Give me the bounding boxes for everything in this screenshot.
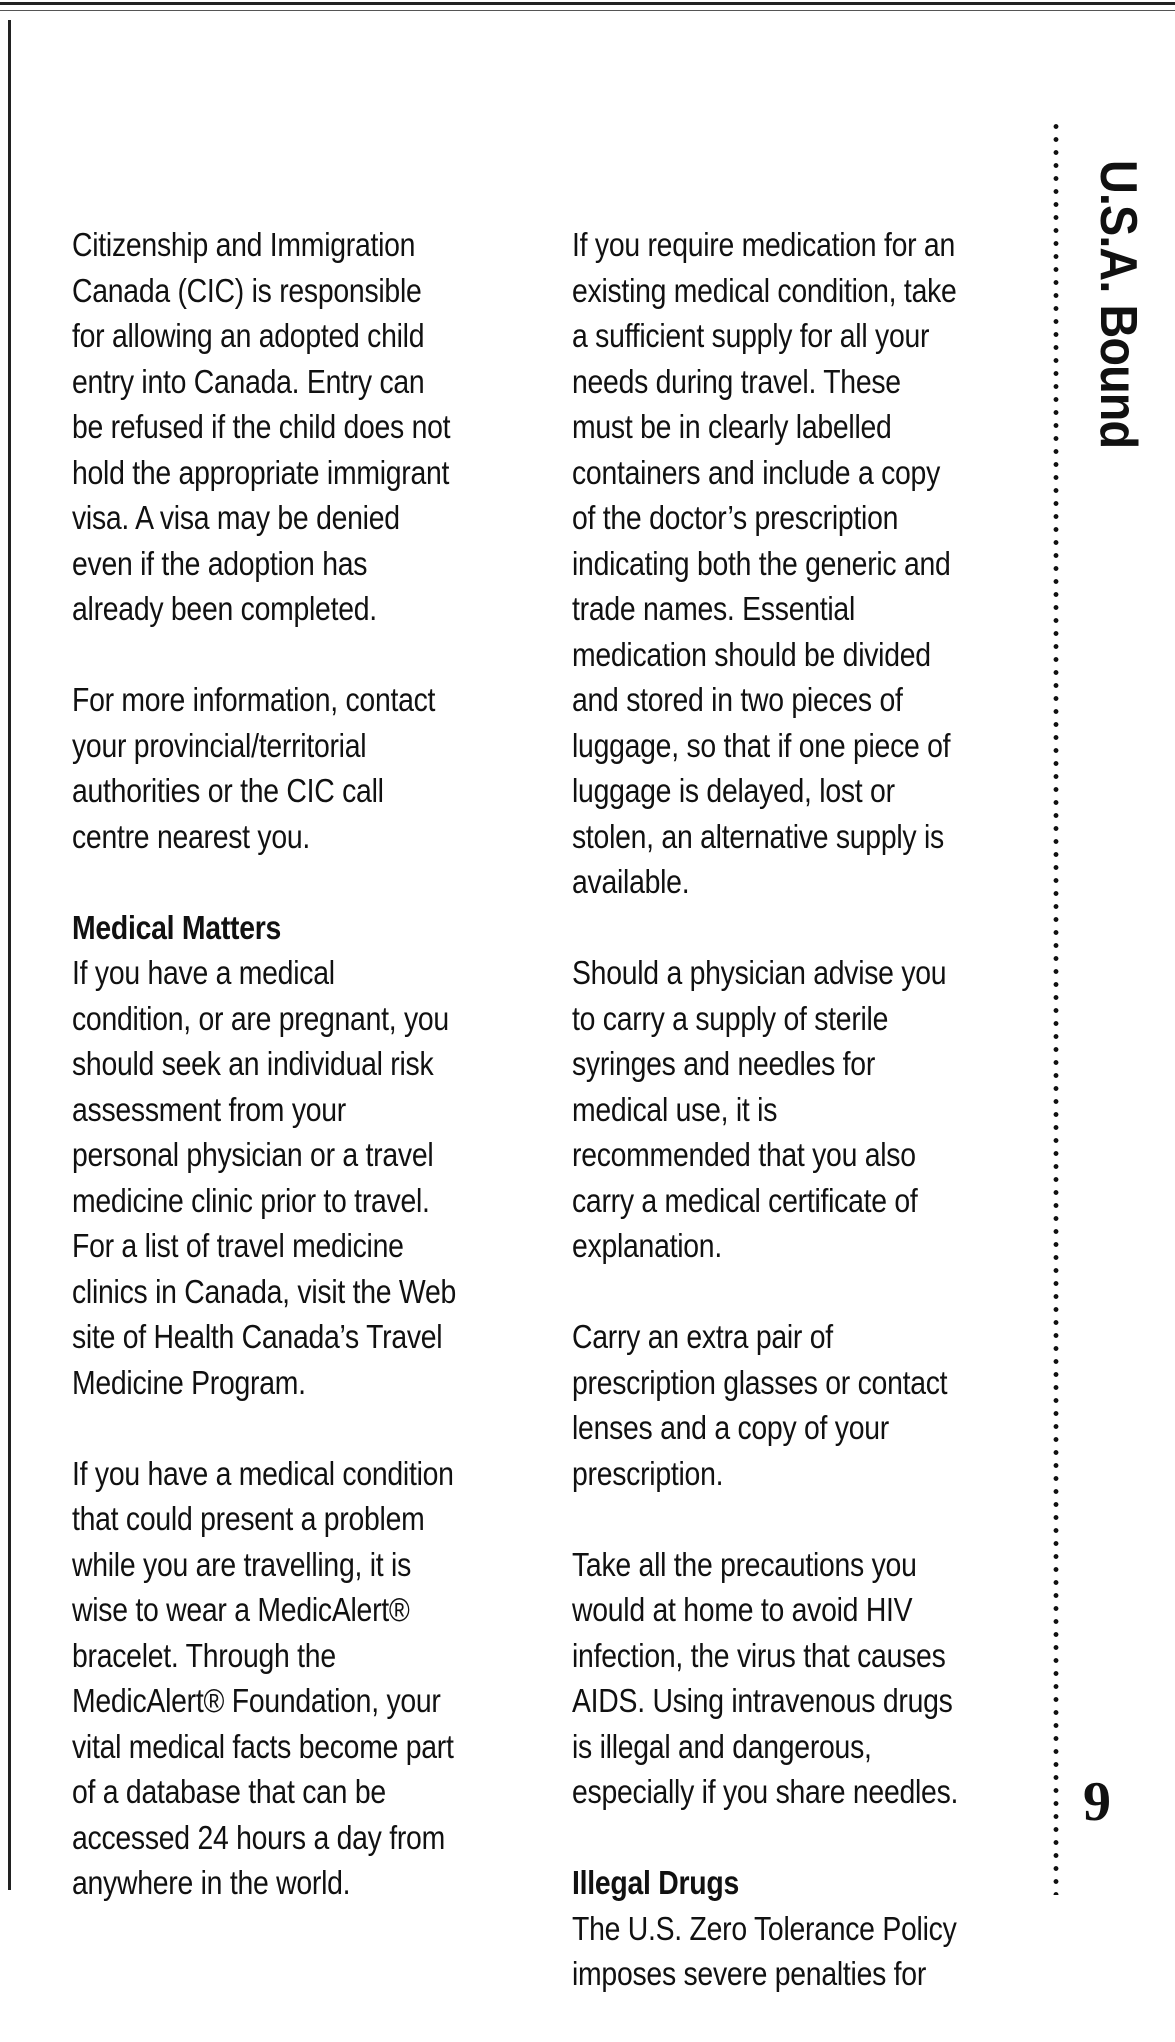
left-column xyxy=(72,222,459,1951)
section-title: U.S.A. Bound xyxy=(1089,160,1147,449)
paragraph-medicalert: If you have a medical condition that could present a problem while you are travelling, it is wise to wear a MedicAlert® bracelet. Through the MedicAlert® Foundation, your vital medical facts become part of a database that can be accessed 24 hours a day from anywhere in the world. xyxy=(72,1454,454,1901)
dotted-divider xyxy=(1052,120,1060,1895)
heading-illegal-drugs: Illegal Drugs xyxy=(572,1864,739,1901)
paragraph-hiv: Take all the precautions you would at home to avoid HIV infection, the virus that causes AIDS. Using intravenous drugs is illegal and dangerous, especially if you share needles. xyxy=(572,1545,959,1810)
paragraph-glasses: Carry an extra pair of prescription glasses or contact lenses and a copy of your prescription. xyxy=(572,1318,948,1492)
page-number: 9 xyxy=(1083,1771,1111,1833)
paragraph-syringes: Should a physician advise you to carry a supply of sterile syringes and needles for medical use, it is recommended that you also carry a medical certificate of explanation. xyxy=(572,954,947,1264)
section-illegal-drugs xyxy=(572,1860,959,1997)
heading-medical-matters: Medical Matters xyxy=(72,908,282,946)
right-column xyxy=(572,222,959,2042)
paragraph-zero-tolerance: The U.S. Zero Tolerance Policy imposes severe penalties for xyxy=(572,1909,957,1992)
binding-edge xyxy=(8,20,11,1890)
paragraph-medication: If you require medication for an existing medical condition, take a sufficient supply for all your needs during travel. These must be in clearly labelled containers and include a copy of the doctor’s prescription indicating both the generic and trade names. Essential medication should be divided and stored in two pieces of luggage, so that if one piece of luggage is delayed, lost or stolen, an alternative supply is available. xyxy=(572,226,957,900)
top-rule xyxy=(0,2,1175,5)
paragraph-more-info: For more information, contact your provincial/territorial authorities or the CIC call centre nearest you. xyxy=(72,681,436,855)
paragraph-cic-entry: Citizenship and Immigration Canada (CIC) is responsible for allowing an adopted child entry into Canada. Entry can be refused if the child does not hold the appropriate immigrant visa. A visa may be denied even if the adoption has already been completed. xyxy=(72,226,451,627)
top-rule-thin xyxy=(0,10,1175,11)
paragraph-risk-assessment: If you have a medical condition, or are pregnant, you should seek an individual risk assessment from your personal physician or a travel medicine clinic prior to travel. For a list of travel medicine clinics in Canada, visit the Web site of Health Canada’s Travel Medicine Program. xyxy=(72,954,457,1401)
section-medical-matters xyxy=(72,905,459,1406)
